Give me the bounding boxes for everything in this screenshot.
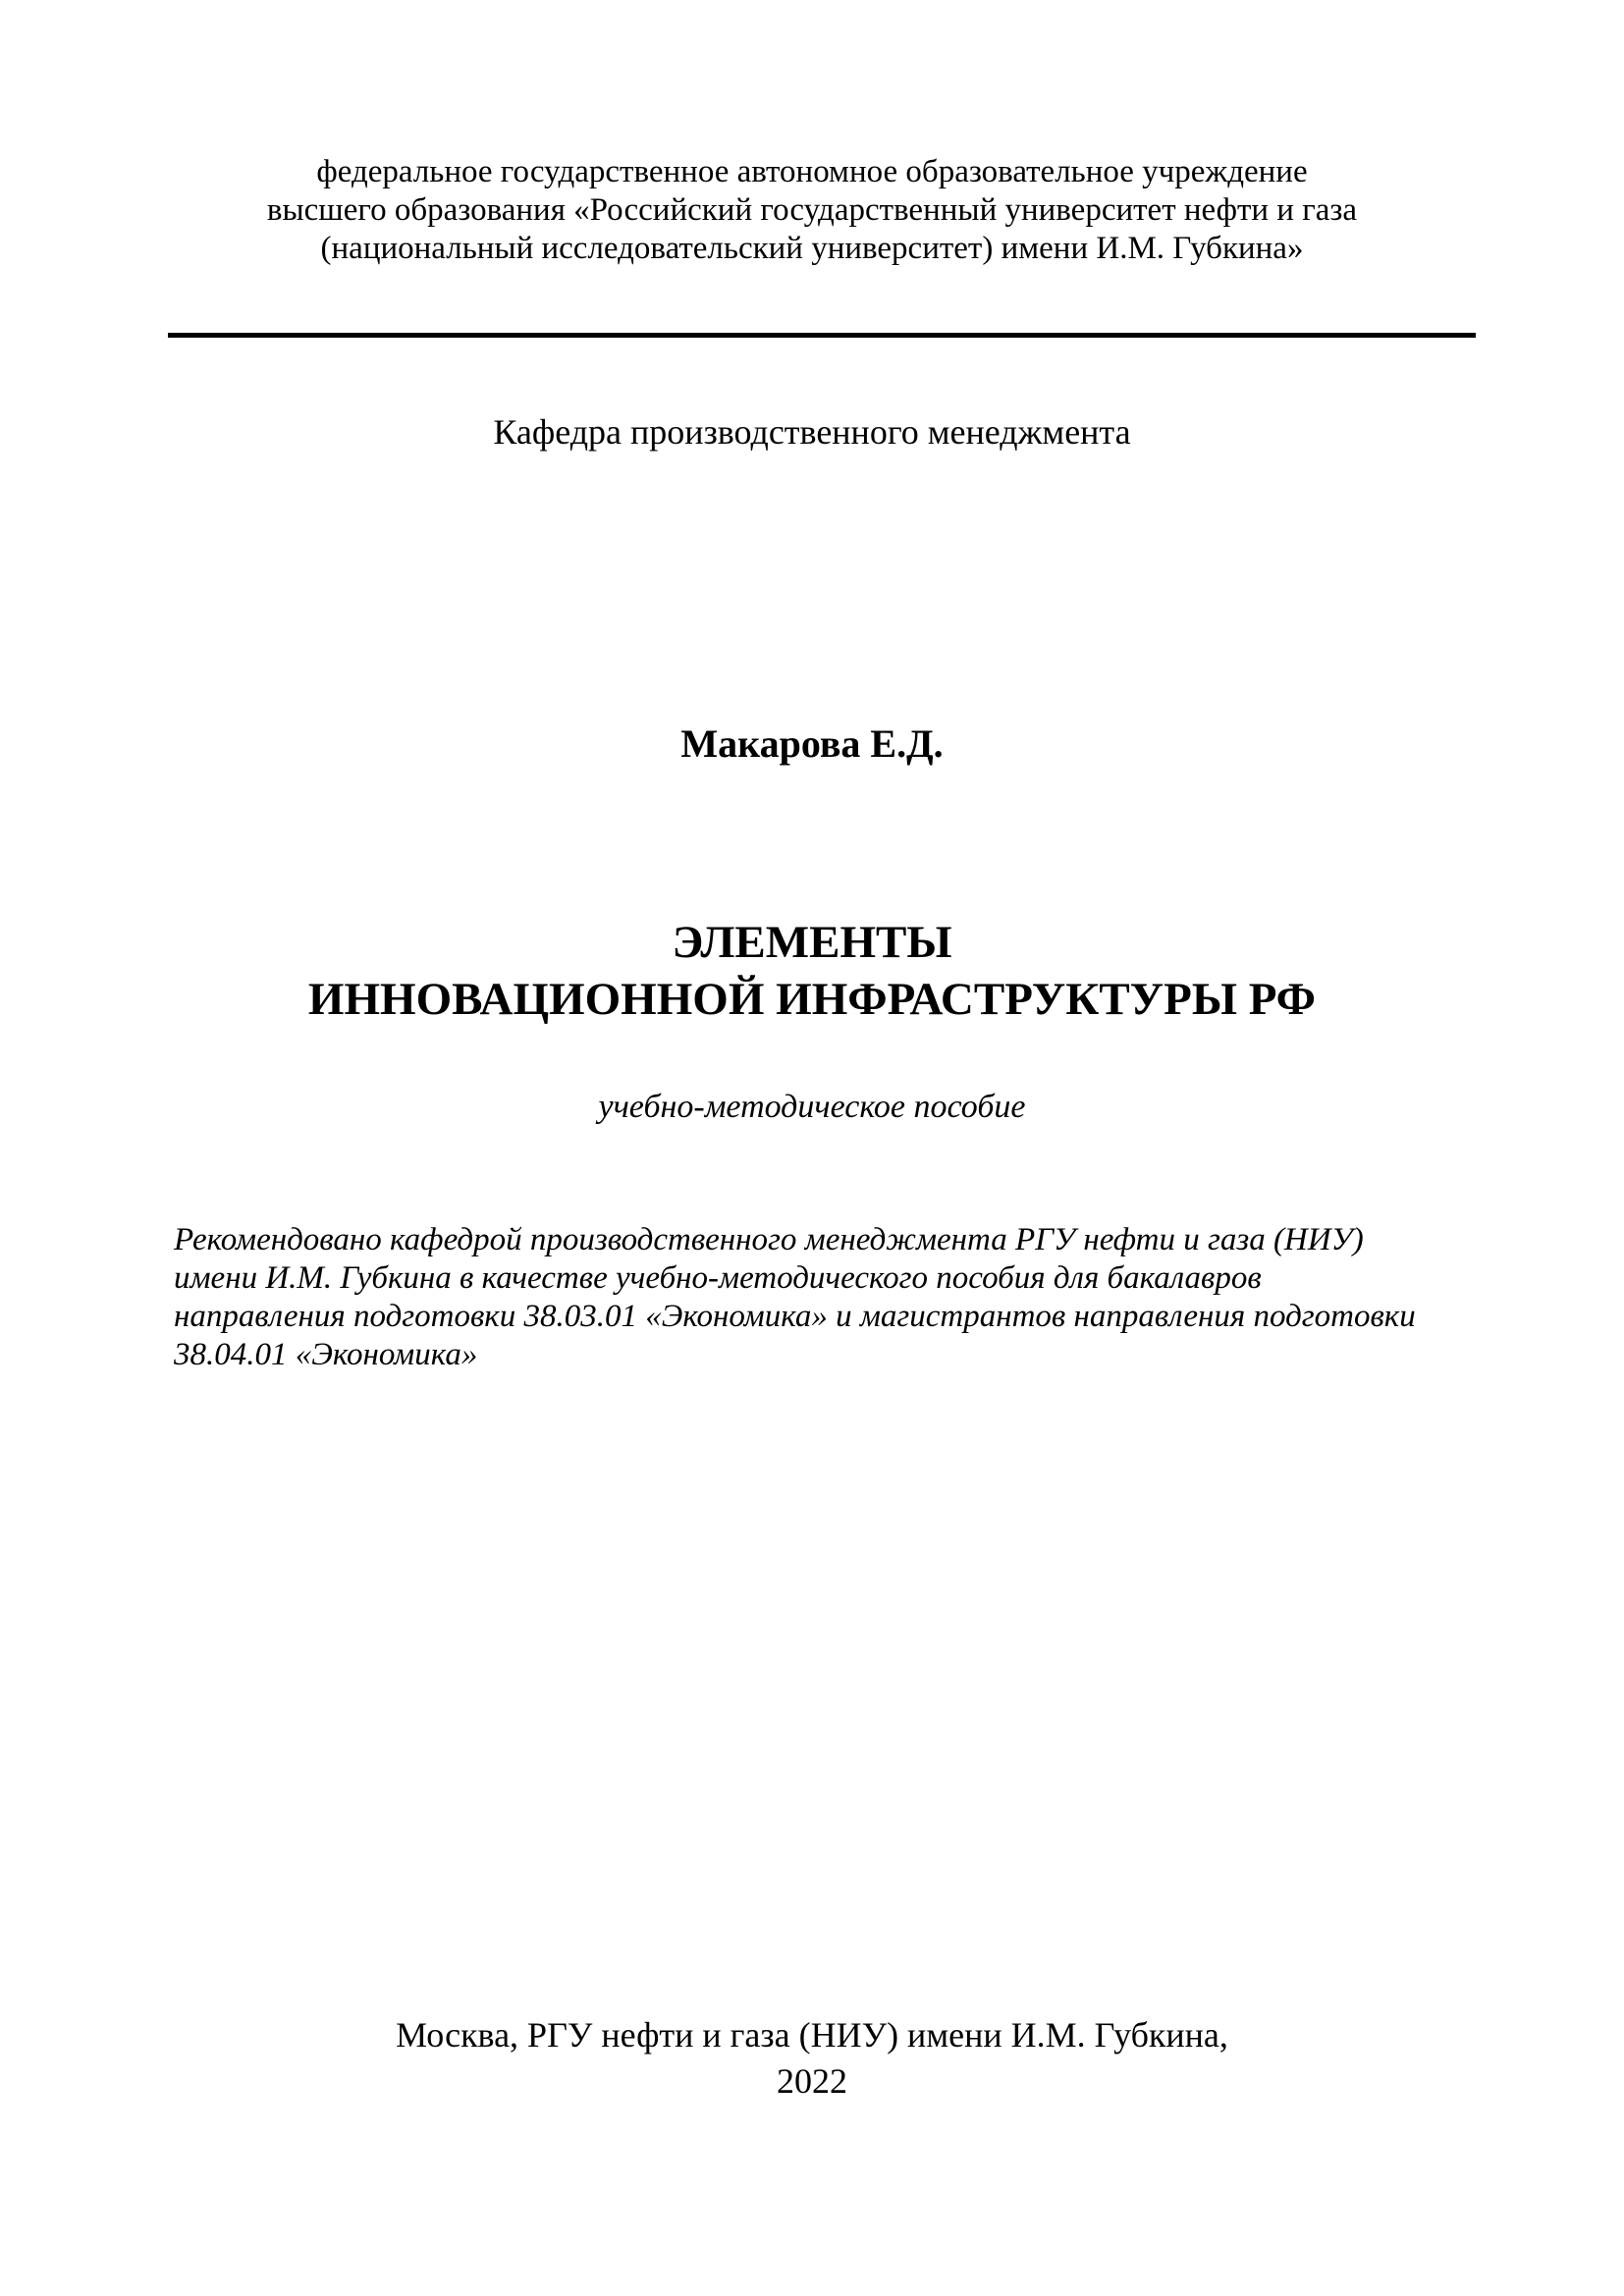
recommendation-line-3: направления подготовки 38.03.01 «Экономика» и магистрантов направления подготовки: [174, 1299, 1416, 1334]
document-title: [0, 914, 1624, 1028]
organization-line-2: высшего образования «Российский государственный университет нефти и газа: [266, 192, 1358, 228]
document-title-line-2: ИННОВАЦИОННОЙ ИНФРАСТРУКТУРЫ РФ: [307, 974, 1317, 1025]
imprint-city-line: Москва, РГУ нефти и газа (НИУ) имени И.М. Губкина,: [396, 2015, 1228, 2055]
organization-header: [0, 153, 1624, 268]
organization-line-1: федеральное государственное автономное образовательное учреждение: [316, 154, 1308, 189]
recommendation-line-1: Рекомендовано кафедрой производственного менеджмента РГУ нефти и газа (НИУ): [174, 1222, 1364, 1257]
document-title-line-1: ЭЛЕМЕНТЫ: [672, 917, 952, 968]
document-subtitle: учебно-методическое пособие: [598, 1089, 1026, 1125]
recommendation-line-2: имени И.М. Губкина в качестве учебно-методического пособия для бакалавров: [174, 1260, 1262, 1296]
department-name: Кафедра производственного менеджмента: [493, 412, 1131, 452]
imprint-year: 2022: [777, 2061, 847, 2101]
imprint-block: [0, 2012, 1624, 2105]
organization-line-3: (национальный исследовательский университет) имени И.М. Губкина»: [320, 231, 1304, 266]
author-name: Макарова Е.Д.: [680, 721, 944, 766]
recommendation-line-4: 38.04.01 «Экономика»: [174, 1337, 478, 1372]
header-divider-rule: [168, 333, 1476, 338]
recommendation-paragraph: [174, 1221, 1480, 1374]
